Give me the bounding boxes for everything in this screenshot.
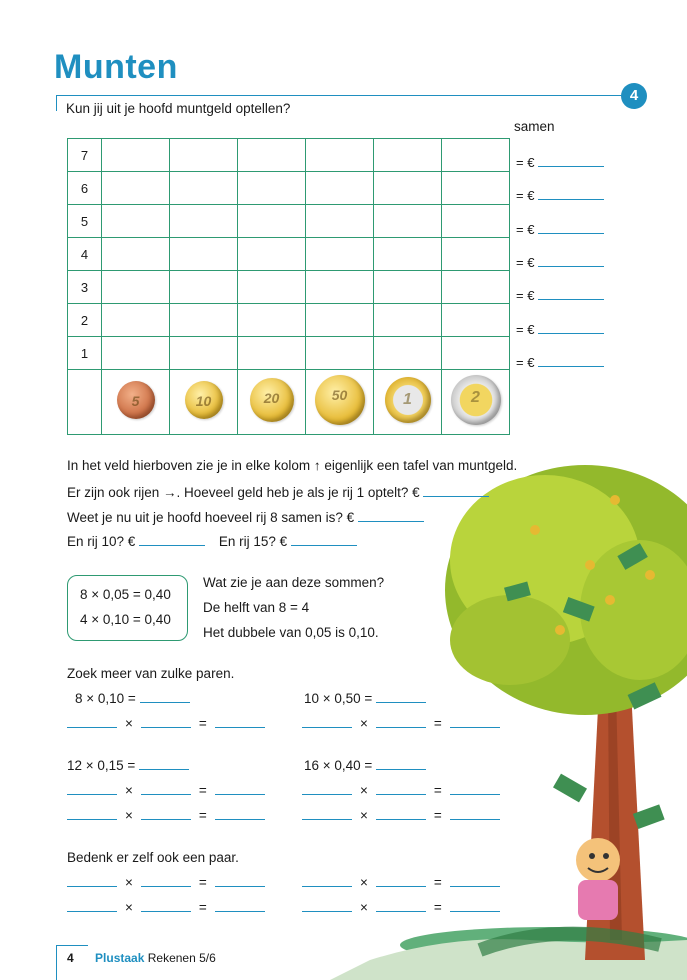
page-badge: 4 (621, 83, 647, 109)
exercise-prompt-text: 8 × 0,10 = (75, 691, 136, 706)
grid-row-number: 4 (68, 238, 102, 271)
equals-sign: = (198, 783, 207, 798)
example-box (67, 575, 188, 641)
times-sign: × (125, 716, 133, 731)
grid-cell[interactable] (442, 139, 510, 172)
pair-factor-blank[interactable] (67, 911, 117, 912)
coin-value-label: 2 (471, 388, 480, 406)
exercise-prompt-text: 16 × 0,40 = (304, 758, 373, 773)
grid-cell[interactable] (442, 205, 510, 238)
grid-cell[interactable] (102, 304, 170, 337)
grid-cell[interactable] (306, 304, 374, 337)
row-sum-blank[interactable] (538, 366, 604, 367)
grid-row (68, 304, 510, 337)
grid-cell[interactable] (306, 271, 374, 304)
grid-cell[interactable] (306, 139, 374, 172)
grid-cell[interactable] (238, 139, 306, 172)
grid-row (68, 271, 510, 304)
pair-factor-blank[interactable] (67, 886, 117, 887)
row-sum-line (516, 355, 604, 370)
pair-factor-blank[interactable] (141, 727, 191, 728)
grid-row-number: 7 (68, 139, 102, 172)
exercise-prompt (304, 691, 426, 706)
pair-factor-blank[interactable] (302, 886, 352, 887)
pair-factor-blank[interactable] (67, 794, 117, 795)
row-sum-line (516, 255, 604, 270)
row-sum-prefix: = € (516, 288, 535, 304)
instruction-line-3 (67, 510, 424, 525)
row-sum-line (516, 188, 604, 203)
grid-cell[interactable] (170, 304, 238, 337)
header-rule-tick (56, 95, 57, 111)
pair-factor-blank[interactable] (302, 911, 352, 912)
times-sign: × (360, 783, 368, 798)
1-euro-coin-icon (385, 377, 431, 423)
grid-cell[interactable] (102, 337, 170, 370)
equals-sign: = (433, 900, 442, 915)
grid-cell[interactable] (238, 172, 306, 205)
grid-cell[interactable] (102, 271, 170, 304)
instruction-line-2-text: Er zijn ook rijen →. Hoeveel geld heb je als je rij 1 optelt? € (67, 485, 420, 500)
question-text: Kun jij uit je hoofd muntgeld optellen? (66, 101, 291, 116)
pair-factor-blank[interactable] (302, 794, 352, 795)
pair-line (302, 900, 500, 915)
grid-cell[interactable] (170, 139, 238, 172)
box-statement-1: De helft van 8 = 4 (203, 600, 310, 615)
exercise-prompt (304, 758, 426, 773)
grid-cell[interactable] (374, 205, 442, 238)
pair-result-blank[interactable] (215, 794, 265, 795)
pair-line (67, 808, 265, 823)
grid-row-number: 6 (68, 172, 102, 205)
coin-value-label: 50 (331, 386, 348, 403)
instruction-line-3-text: Weet je nu uit je hoofd hoeveel rij 8 samen is? € (67, 510, 355, 525)
grid-cell[interactable] (374, 337, 442, 370)
pair-result-blank[interactable] (450, 886, 500, 887)
row-sum-line (516, 322, 604, 337)
pair-result-blank[interactable] (450, 794, 500, 795)
grid-cell[interactable] (238, 304, 306, 337)
exercise-answer-blank[interactable] (140, 702, 190, 703)
grid-row (68, 172, 510, 205)
pair-line (302, 783, 500, 798)
equals-sign: = (198, 716, 207, 731)
coin-cell (306, 370, 374, 435)
coin-value-label: 1 (403, 390, 412, 408)
instruction-line-2 (67, 485, 489, 500)
grid-cell[interactable] (306, 238, 374, 271)
grid-cell[interactable] (442, 172, 510, 205)
grid-cell[interactable] (102, 205, 170, 238)
times-sign: × (125, 808, 133, 823)
exercise-prompt (67, 758, 189, 773)
pair-factor-blank[interactable] (302, 819, 352, 820)
grid-row (68, 238, 510, 271)
row-sum-prefix: = € (516, 254, 535, 270)
grid-cell[interactable] (102, 139, 170, 172)
pair-result-blank[interactable] (450, 727, 500, 728)
equals-sign: = (433, 783, 442, 798)
times-sign: × (360, 900, 368, 915)
coin-cell (102, 370, 170, 435)
pair-line (302, 875, 500, 890)
row-sum-blank[interactable] (538, 299, 604, 300)
pair-result-blank[interactable] (450, 819, 500, 820)
grid-cell[interactable] (170, 205, 238, 238)
grid-cell[interactable] (238, 271, 306, 304)
pair-factor-blank[interactable] (141, 886, 191, 887)
row-sum-line (516, 222, 604, 237)
row-sum-blank[interactable] (538, 333, 604, 334)
pair-factor-blank[interactable] (302, 727, 352, 728)
footer (67, 951, 216, 965)
row-sum-blank[interactable] (538, 199, 604, 200)
answer-row1-blank[interactable] (423, 496, 489, 497)
pair-result-blank[interactable] (215, 886, 265, 887)
example-equation-1: 8 × 0,05 = 0,40 (80, 587, 171, 602)
coin-cell (442, 370, 510, 435)
grid-row (68, 337, 510, 370)
times-sign: × (125, 875, 133, 890)
pair-factor-blank[interactable] (376, 911, 426, 912)
page-title: Munten (54, 48, 178, 86)
grid-cell[interactable] (238, 205, 306, 238)
pair-line (67, 783, 265, 798)
pair-factor-blank[interactable] (67, 727, 117, 728)
exercise-answer-blank[interactable] (376, 769, 426, 770)
pair-factor-blank[interactable] (141, 911, 191, 912)
grid-cell[interactable] (306, 205, 374, 238)
coin-row (68, 370, 510, 435)
equals-sign: = (433, 716, 442, 731)
header-rule (56, 95, 622, 96)
footer-brand: Plustaak (95, 951, 145, 965)
exercise-prompt-text: 10 × 0,50 = (304, 691, 373, 706)
box-question: Wat zie je aan deze sommen? (203, 575, 385, 590)
row-sum-line (516, 155, 604, 170)
20-cent-coin-icon (250, 378, 294, 422)
pair-line (67, 716, 265, 731)
pair-line (67, 900, 265, 915)
grid-cell[interactable] (442, 238, 510, 271)
footer-rule-tick (56, 945, 57, 980)
row-sum-blank[interactable] (538, 166, 604, 167)
footer-rule (56, 945, 88, 946)
grid-cell[interactable] (238, 238, 306, 271)
answer-row15-blank[interactable] (291, 545, 357, 546)
grid-cell[interactable] (374, 238, 442, 271)
row-sum-prefix: = € (516, 221, 535, 237)
example-equation-2: 4 × 0,10 = 0,40 (80, 612, 171, 627)
pair-factor-blank[interactable] (376, 886, 426, 887)
pair-factor-blank[interactable] (141, 819, 191, 820)
grid-cell[interactable] (442, 304, 510, 337)
grid-row (68, 139, 510, 172)
pair-factor-blank[interactable] (376, 727, 426, 728)
grid-cell[interactable] (442, 271, 510, 304)
answer-row8-blank[interactable] (358, 521, 424, 522)
pair-factor-blank[interactable] (67, 819, 117, 820)
exercise-prompt (75, 691, 190, 706)
row-sum-line (516, 288, 604, 303)
exercise-answer-blank[interactable] (376, 702, 426, 703)
grid-row-number: 5 (68, 205, 102, 238)
exercise-intro: Zoek meer van zulke paren. (67, 666, 235, 681)
grid-row-number: 1 (68, 337, 102, 370)
equals-sign: = (198, 875, 207, 890)
row-sum-prefix: = € (516, 188, 535, 204)
instruction-line-1: In het veld hierboven zie je in elke kolom ↑ eigenlijk een tafel van muntgeld. (67, 458, 518, 473)
coin-cell (238, 370, 306, 435)
instruction-line-4 (67, 534, 357, 549)
coin-value-label: 20 (263, 389, 280, 406)
coin-cell (170, 370, 238, 435)
samen-label: samen (514, 119, 555, 134)
2-euro-coin-icon (451, 375, 501, 425)
times-sign: × (125, 900, 133, 915)
coin-value-label: 5 (131, 392, 140, 409)
grid-cell[interactable] (102, 238, 170, 271)
times-sign: × (360, 716, 368, 731)
pair-result-blank[interactable] (215, 911, 265, 912)
own-pairs-instruction: Bedenk er zelf ook een paar. (67, 850, 239, 865)
grid-cell[interactable] (170, 238, 238, 271)
grid-cell[interactable] (170, 172, 238, 205)
pair-factor-blank[interactable] (141, 794, 191, 795)
pair-result-blank[interactable] (215, 819, 265, 820)
row10-question: En rij 10? € (67, 534, 136, 549)
equals-sign: = (198, 808, 207, 823)
row-sum-blank[interactable] (538, 233, 604, 234)
grid-cell[interactable] (170, 337, 238, 370)
times-sign: × (360, 808, 368, 823)
equals-sign: = (433, 875, 442, 890)
grid-cell[interactable] (102, 172, 170, 205)
row15-question: En rij 15? € (218, 534, 288, 549)
footer-page-number: 4 (67, 951, 74, 965)
grid-cell[interactable] (374, 304, 442, 337)
footer-subtitle: Rekenen 5/6 (147, 951, 216, 965)
coin-value-label: 10 (195, 392, 212, 409)
grid-cell[interactable] (306, 172, 374, 205)
pair-factor-blank[interactable] (376, 794, 426, 795)
row-sum-prefix: = € (516, 321, 535, 337)
equals-sign: = (198, 900, 207, 915)
row-sum-prefix: = € (516, 354, 535, 370)
exercise-answer-blank[interactable] (139, 769, 189, 770)
row-sum-prefix: = € (516, 155, 535, 170)
row-sum-blank[interactable] (538, 266, 604, 267)
grid-row-number: 3 (68, 271, 102, 304)
grid-cell[interactable] (442, 337, 510, 370)
times-sign: × (360, 875, 368, 890)
grid-row (68, 205, 510, 238)
answer-row10-blank[interactable] (139, 545, 205, 546)
times-sign: × (125, 783, 133, 798)
grid-cell[interactable] (238, 337, 306, 370)
grid-cell[interactable] (306, 337, 374, 370)
box-statement-2: Het dubbele van 0,05 is 0,10. (203, 625, 379, 640)
10-cent-coin-icon (185, 381, 223, 419)
coin-cell (374, 370, 442, 435)
grid-cell[interactable] (374, 271, 442, 304)
grid-cell[interactable] (374, 139, 442, 172)
pair-line (67, 875, 265, 890)
pair-line (302, 808, 500, 823)
grid-cell[interactable] (374, 172, 442, 205)
pair-factor-blank[interactable] (376, 819, 426, 820)
grid-cell[interactable] (170, 271, 238, 304)
pair-line (302, 716, 500, 731)
equals-sign: = (433, 808, 442, 823)
grid-row-number: 2 (68, 304, 102, 337)
5-cent-coin-icon (117, 381, 155, 419)
coin-row-corner (68, 370, 102, 435)
50-cent-coin-icon (315, 375, 365, 425)
pair-result-blank[interactable] (450, 911, 500, 912)
coin-grid (67, 138, 510, 435)
pair-result-blank[interactable] (215, 727, 265, 728)
exercise-prompt-text: 12 × 0,15 = (67, 758, 136, 773)
